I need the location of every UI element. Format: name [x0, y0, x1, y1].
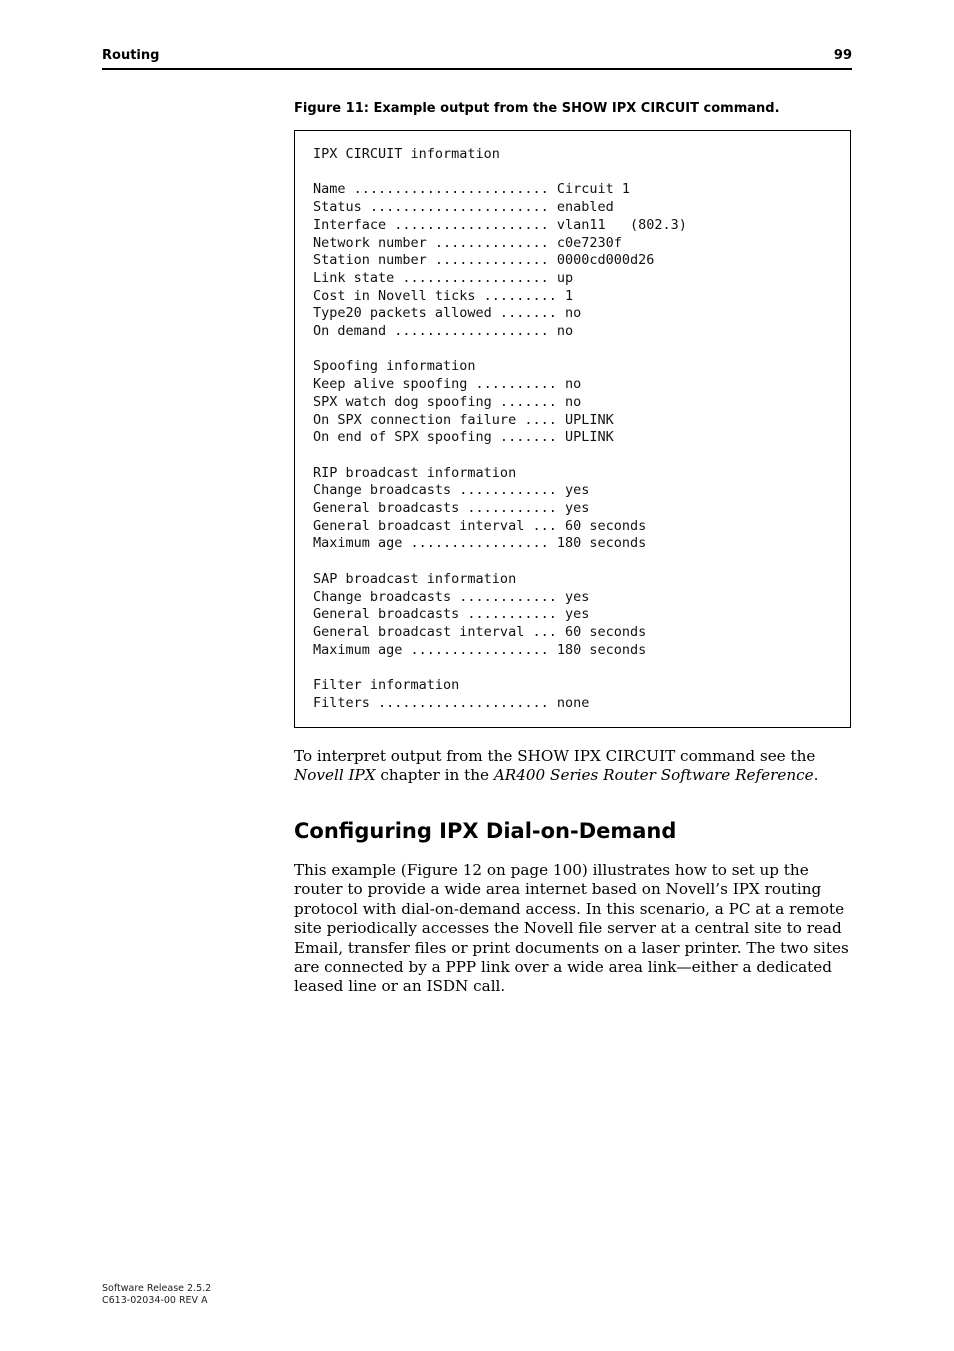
footer-release: Software Release 2.5.2 [102, 1283, 212, 1294]
interpret-paragraph [294, 747, 854, 786]
interpret-text-2: chapter in the [375, 766, 494, 785]
interpret-text-3: . [813, 766, 819, 785]
page-footer [102, 1283, 211, 1307]
header-section-title: Routing [102, 48, 160, 63]
header-page-number: 99 [833, 48, 852, 63]
figure-caption: Figure 11: Example output from the SHOW IPX CIRCUIT command. [294, 101, 780, 116]
command-output: IPX CIRCUIT information Name ........................ Circuit 1 Status ...................... enabled Interface ................... vlan11 (802.3) Network number .............. c0e7230f Station number .............. 0000cd000d26 Link state .................. up Cost in Novell ticks ......... 1 Type20 packets allowed ....... no On demand ................... no Spoofing information Keep alive spoofing .......... no SPX watch dog spoofing ....... no On SPX connection failure .... UPLINK On end of SPX spoofing ....... UPLINK RIP broadcast information Change broadcasts ............ yes General broadcasts ........... yes General broadcast interval ... 60 seconds Maximum age ................. 180 seconds SAP broadcast information Change broadcasts ............ yes General broadcasts ........... yes General broadcast interval ... 60 seconds Maximum age ................. 180 seconds Filter information Filters ..................... none [313, 146, 687, 711]
code-output-box [294, 130, 851, 728]
section-paragraph: This example (Figure 12 on page 100) illustrates how to set up the router to provide a wide area internet based on Novell’s IPX routing protocol with dial-on-demand access. In this scenario, a PC at a remote site periodically accesses the Novell file server at a central site to read Email, transfer files or print documents on a laser printer. The two sites are connected by a PPP link over a wide area link—either a dedicated leased line or an ISDN call. [294, 861, 849, 996]
interpret-text-1: To interpret output from the SHOW IPX CIRCUIT command see the [294, 747, 816, 765]
novell-ipx-reference: Novell IPX [294, 766, 376, 785]
section-heading: Configuring IPX Dial-on-Demand [294, 819, 677, 843]
footer-doc-id: C613-02034-00 REV A [102, 1295, 208, 1306]
page-header [102, 48, 852, 70]
software-reference-title: AR400 Series Router Software Reference [493, 766, 814, 785]
